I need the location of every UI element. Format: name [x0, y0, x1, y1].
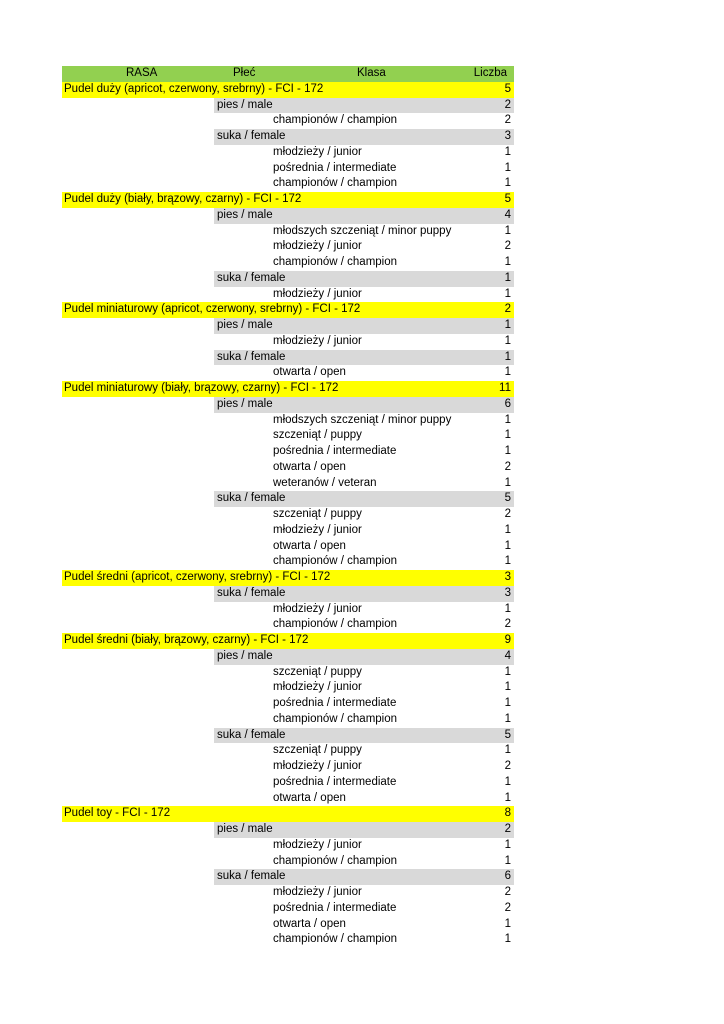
class-row-count: 1 — [504, 854, 511, 867]
class-row — [62, 145, 514, 161]
class-row — [62, 743, 514, 759]
class-row-label: championów / champion — [273, 854, 398, 867]
class-row-count: 1 — [504, 177, 511, 190]
breed-count-table — [62, 66, 514, 948]
class-row-count: 1 — [504, 287, 511, 300]
class-row-count: 1 — [504, 539, 511, 552]
class-row-count: 1 — [504, 791, 511, 804]
breed-row — [62, 192, 514, 208]
class-row-count: 1 — [504, 602, 511, 615]
class-row — [62, 696, 514, 712]
sex-row-label: suka / female — [217, 728, 286, 741]
class-row-count: 1 — [504, 712, 511, 725]
class-row-label: otwarta / open — [273, 917, 346, 930]
class-row-label: młodzieży / junior — [273, 838, 362, 851]
breed-row — [62, 633, 514, 649]
sex-row-count: 5 — [504, 728, 511, 741]
class-row-label: młodzieży / junior — [273, 523, 362, 536]
sex-row — [62, 129, 514, 145]
sex-row-label: pies / male — [217, 208, 273, 221]
sex-row — [62, 318, 514, 334]
breed-row-count: 3 — [504, 571, 511, 583]
class-row — [62, 854, 514, 870]
sex-row-label: pies / male — [217, 823, 273, 835]
sex-row-label: pies / male — [217, 397, 273, 410]
sex-row-count: 4 — [504, 208, 511, 221]
breed-row-label: Pudel średni (biały, brązowy, czarny) - FCI - 172 — [64, 634, 309, 646]
class-row-count: 1 — [504, 413, 511, 426]
breed-row-count: 5 — [504, 193, 511, 205]
sex-row-count: 1 — [504, 350, 511, 363]
breed-row-count: 2 — [504, 303, 511, 316]
sex-row — [62, 98, 514, 114]
class-row — [62, 476, 514, 492]
sex-row-count: 6 — [504, 397, 511, 410]
class-row-label: młodzieży / junior — [273, 760, 362, 772]
class-row-label: młodszych szczeniąt / minor puppy — [273, 413, 452, 426]
sex-row-label: suka / female — [217, 350, 286, 363]
class-row-label: championów / champion — [273, 712, 398, 725]
class-row — [62, 775, 514, 791]
class-row — [62, 334, 514, 350]
class-row-label: championów / champion — [273, 114, 398, 127]
class-row-label: championów / champion — [273, 177, 398, 190]
sex-row-label: suka / female — [217, 271, 286, 284]
class-row — [62, 901, 514, 917]
sex-row-label: pies / male — [217, 319, 273, 331]
class-row-label: młodzieży / junior — [273, 287, 362, 300]
class-row — [62, 791, 514, 807]
class-row — [62, 460, 514, 476]
class-row-count: 1 — [504, 523, 511, 536]
class-row-count: 1 — [504, 917, 511, 930]
class-row-label: młodzieży / junior — [273, 145, 362, 158]
sex-row-count: 3 — [504, 130, 511, 142]
class-row — [62, 617, 514, 633]
sex-row-label: pies / male — [217, 649, 273, 662]
class-row-label: szczeniąt / puppy — [273, 508, 362, 520]
class-row-count: 2 — [504, 886, 511, 898]
class-row-count: 2 — [504, 114, 511, 127]
sex-row — [62, 491, 514, 507]
class-row-label: młodzieży / junior — [273, 334, 362, 347]
header-rasa: RASA — [126, 67, 158, 79]
breed-row — [62, 302, 514, 318]
class-row-label: championów / champion — [273, 256, 398, 268]
breed-row-label: Pudel duży (biały, brązowy, czarny) - FCI - 172 — [64, 193, 302, 205]
class-row-label: otwarta / open — [273, 791, 346, 804]
class-row-count: 1 — [504, 334, 511, 347]
class-row-count: 2 — [504, 508, 511, 520]
class-row-count: 2 — [504, 460, 511, 473]
sex-row-count: 1 — [504, 271, 511, 284]
breed-row-label: Pudel duży (apricot, czerwony, srebrny) - FCI - 172 — [64, 82, 324, 95]
class-row — [62, 444, 514, 460]
header-liczba: Liczba — [473, 67, 507, 79]
class-row-label: pośrednia / intermediate — [273, 161, 397, 174]
class-row-count: 1 — [504, 681, 511, 694]
class-row-count: 1 — [504, 445, 511, 457]
breed-row-label: Pudel średni (apricot, czerwony, srebrny) - FCI - 172 — [64, 571, 331, 583]
class-row-count: 2 — [504, 618, 511, 631]
class-row-count: 1 — [504, 838, 511, 851]
class-row — [62, 885, 514, 901]
class-row-count: 2 — [504, 240, 511, 253]
sex-row-count: 3 — [504, 586, 511, 599]
sex-row-count: 5 — [504, 492, 511, 505]
header-plec: Płeć — [233, 67, 256, 79]
sex-row-count: 6 — [504, 870, 511, 883]
class-row-label: szczeniąt / puppy — [273, 744, 362, 757]
class-row-label: pośrednia / intermediate — [273, 901, 397, 914]
breed-row-count: 8 — [504, 807, 511, 820]
class-row — [62, 932, 514, 948]
class-row — [62, 161, 514, 177]
class-row-count: 1 — [504, 366, 511, 379]
sex-row — [62, 869, 514, 885]
class-row-label: otwarta / open — [273, 539, 346, 552]
sex-row-label: suka / female — [217, 130, 286, 142]
class-row-label: młodszych szczeniąt / minor puppy — [273, 224, 452, 237]
class-row-label: młodzieży / junior — [273, 240, 362, 253]
breed-row-count: 11 — [499, 382, 511, 394]
class-row-label: championów / champion — [273, 555, 398, 568]
class-row-label: pośrednia / intermediate — [273, 697, 397, 709]
breed-row-label: Pudel miniaturowy (biały, brązowy, czarny) - FCI - 172 — [64, 382, 339, 394]
class-row — [62, 255, 514, 271]
breed-row — [62, 82, 514, 98]
class-row — [62, 602, 514, 618]
class-row-count: 1 — [504, 476, 511, 489]
sex-row — [62, 271, 514, 287]
class-row — [62, 712, 514, 728]
sex-row — [62, 822, 514, 838]
sex-row-label: suka / female — [217, 492, 286, 505]
sex-row-count: 4 — [504, 649, 511, 662]
class-row-label: championów / champion — [273, 933, 398, 946]
class-row-label: weteranów / veteran — [273, 476, 377, 489]
class-row-label: otwarta / open — [273, 460, 346, 473]
class-row — [62, 113, 514, 129]
sex-row — [62, 397, 514, 413]
breed-row — [62, 806, 514, 822]
class-row-label: młodzieży / junior — [273, 602, 362, 615]
header-klasa: Klasa — [357, 67, 386, 79]
class-row — [62, 680, 514, 696]
class-row — [62, 239, 514, 255]
breed-row-label: Pudel miniaturowy (apricot, czerwony, srebrny) - FCI - 172 — [64, 303, 361, 316]
class-row-count: 1 — [504, 145, 511, 158]
sex-row — [62, 350, 514, 366]
class-row-count: 1 — [504, 224, 511, 237]
class-row-count: 1 — [504, 697, 511, 709]
class-row-count: 1 — [504, 775, 511, 788]
sex-row-count: 2 — [504, 98, 511, 111]
class-row — [62, 665, 514, 681]
breed-row — [62, 381, 514, 397]
breed-row-label: Pudel toy - FCI - 172 — [64, 807, 171, 820]
class-row — [62, 365, 514, 381]
class-row — [62, 287, 514, 303]
breed-row-count: 9 — [504, 634, 511, 646]
class-row — [62, 523, 514, 539]
sex-row-count: 1 — [504, 319, 511, 331]
class-row-label: pośrednia / intermediate — [273, 445, 397, 457]
class-row — [62, 917, 514, 933]
class-row — [62, 838, 514, 854]
class-row-count: 1 — [504, 429, 511, 442]
class-row — [62, 428, 514, 444]
class-row-count: 1 — [504, 555, 511, 568]
class-row-count: 2 — [504, 760, 511, 772]
class-row — [62, 507, 514, 523]
header-row — [62, 66, 514, 82]
class-row — [62, 759, 514, 775]
class-row-count: 1 — [504, 744, 511, 757]
class-row-count: 1 — [504, 933, 511, 946]
class-row — [62, 176, 514, 192]
class-row-label: pośrednia / intermediate — [273, 775, 397, 788]
class-row-label: szczeniąt / puppy — [273, 665, 362, 678]
class-row — [62, 224, 514, 240]
sex-row-label: suka / female — [217, 870, 286, 883]
class-row-label: szczeniąt / puppy — [273, 429, 362, 442]
sex-row-count: 2 — [504, 823, 511, 835]
class-row-label: młodzieży / junior — [273, 681, 362, 694]
sex-row-label: suka / female — [217, 586, 286, 599]
class-row-count: 1 — [504, 665, 511, 678]
class-row-label: młodzieży / junior — [273, 886, 362, 898]
class-row-count: 2 — [504, 901, 511, 914]
table-body — [62, 82, 514, 948]
class-row-count: 1 — [504, 256, 511, 268]
class-row-count: 1 — [504, 161, 511, 174]
sex-row — [62, 586, 514, 602]
sex-row — [62, 728, 514, 744]
class-row-label: championów / champion — [273, 618, 398, 631]
breed-row — [62, 570, 514, 586]
class-row — [62, 539, 514, 555]
sex-row — [62, 649, 514, 665]
sex-row-label: pies / male — [217, 98, 273, 111]
breed-row-count: 5 — [504, 82, 511, 95]
class-row-label: otwarta / open — [273, 366, 346, 379]
sex-row — [62, 208, 514, 224]
class-row — [62, 554, 514, 570]
class-row — [62, 413, 514, 429]
